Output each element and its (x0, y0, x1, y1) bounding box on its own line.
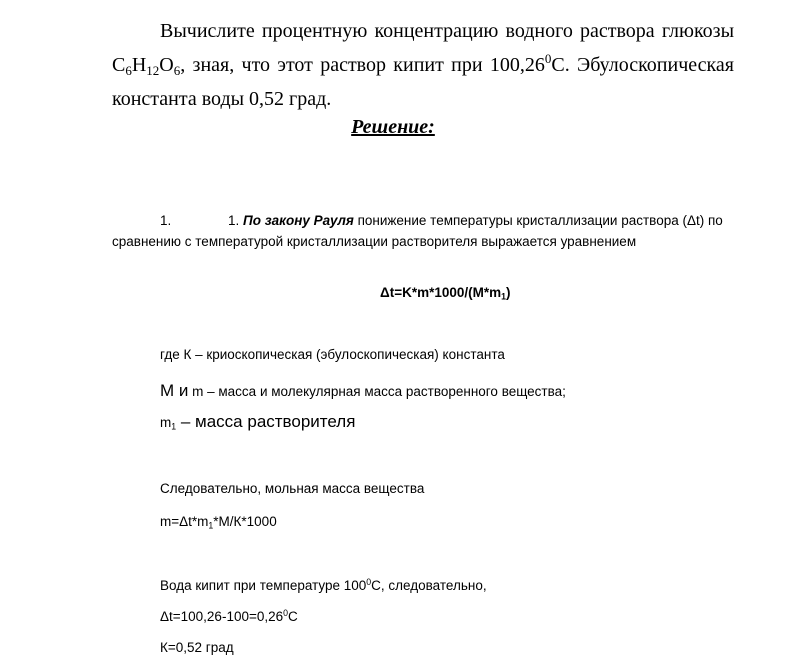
where-text-3: – масса растворителя (176, 412, 356, 431)
formula-h: H (131, 54, 147, 76)
solution-heading: Решение: (351, 116, 435, 138)
formula-c-sub: 6 (125, 62, 132, 78)
water-degree-1: 0 (366, 576, 372, 587)
where-line-3 (160, 412, 355, 432)
formula-c: C (112, 54, 126, 76)
problem-text-1: Вычислите процентную концентрацию водного раствора глюкозы (160, 20, 734, 42)
equation-main: Δt=K*m*1000/(M*m (380, 285, 502, 300)
water-line-2 (160, 609, 298, 624)
problem-text-2a: , зная, что этот раствор кипит при 100,26 (180, 54, 545, 76)
water-text-2a: Δt=100,26-100=0,26 (160, 609, 284, 624)
formula-sub: 1 (208, 520, 214, 531)
where-m1-sub: 1 (171, 421, 177, 432)
formula-o: O (159, 54, 174, 76)
consequence-line-1: Следовательно, мольная масса вещества (160, 481, 425, 496)
where-m1: m (160, 415, 172, 430)
problem-line-3 (112, 82, 734, 116)
list-number: 1. (160, 213, 172, 228)
formula-b: *М/К*1000 (213, 514, 277, 529)
molar-mass-formula (160, 514, 277, 529)
water-degree-2: 0 (283, 607, 289, 618)
item-number: 1. (228, 213, 244, 228)
item-line-1 (228, 213, 723, 228)
water-text-2b: C (288, 609, 298, 624)
problem-text-2b: C. Эбулоскопическая (551, 54, 734, 76)
equation-close: ) (506, 285, 511, 300)
item-text-1: понижение температуры кристаллизации раствора (Δt) по (353, 213, 723, 228)
water-text-1b: С, следовательно, (371, 578, 487, 593)
problem-line-1 (112, 14, 734, 48)
where-line-2 (160, 381, 566, 401)
formula-a: m=Δt*m (160, 514, 209, 529)
formula-o-sub: 6 (173, 62, 181, 78)
where-m-prefix: М и (160, 381, 189, 400)
water-line-3: К=0,52 град (160, 640, 234, 655)
where-line-1: где К – криоскопическая (эбулоскопическая) константа (160, 347, 505, 362)
equation-sub: 1 (501, 291, 507, 302)
item-line-2: сравнению с температурой кристаллизации растворителя выражается уравнением (112, 234, 637, 249)
raoult-law-label: По закону Рауля (243, 213, 354, 228)
degree-sup: 0 (544, 51, 552, 67)
problem-text-3: константа воды 0,52 град. (112, 88, 332, 110)
problem-line-2 (112, 48, 734, 82)
water-text-1a: Вода кипит при температуре 100 (160, 578, 367, 593)
water-line-1 (160, 578, 487, 593)
glucose-formula (112, 54, 180, 76)
where-text-2: m – масса и молекулярная масса растворенного вещества; (188, 384, 566, 399)
raoult-equation (380, 285, 511, 300)
formula-h-sub: 12 (146, 62, 160, 78)
problem-statement (112, 14, 734, 116)
